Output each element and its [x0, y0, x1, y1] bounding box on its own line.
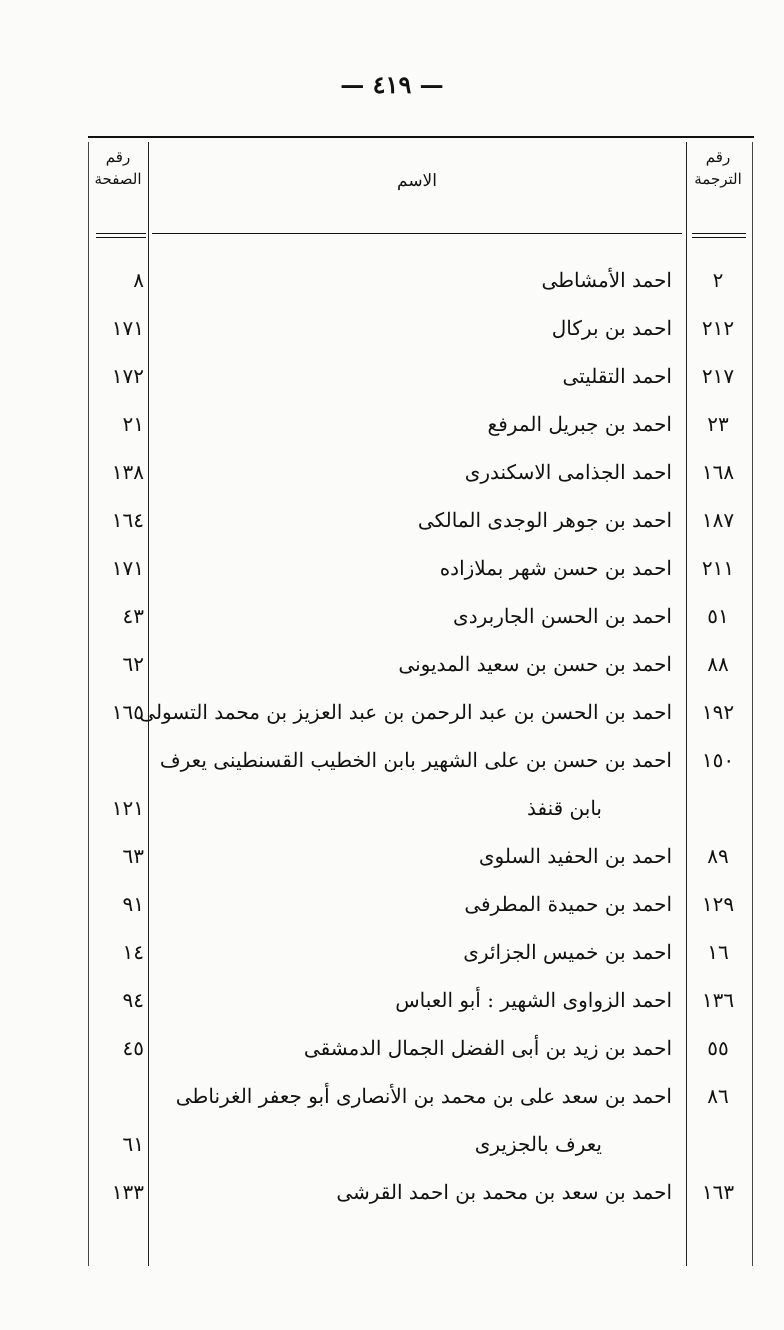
table-row — [88, 352, 754, 400]
entry-number: ١٦ — [707, 940, 729, 964]
entry-name: احمد الزواوى الشهير : أبو العباس — [395, 988, 672, 1012]
entry-page: ٢١ — [122, 412, 144, 436]
entry-name: احمد بن زيد بن أبى الفضل الجمال الدمشقى — [303, 1036, 672, 1060]
entry-page: ٩٤ — [122, 988, 144, 1012]
entry-name: احمد الأمشاطى — [541, 268, 672, 292]
entry-name-continuation: يعرف بالجزيرى — [474, 1132, 602, 1156]
table-row — [88, 256, 754, 304]
entry-number: ١٢٩ — [701, 892, 735, 916]
entry-number: ١٦٣ — [701, 1180, 735, 1204]
table-row — [88, 976, 754, 1024]
table-row — [88, 544, 754, 592]
entry-number: ٥٥ — [707, 1036, 729, 1060]
entry-page: ١٣٨ — [111, 460, 144, 484]
entry-number: ٢١٧ — [701, 364, 735, 388]
entry-page: ٦١ — [122, 1132, 144, 1156]
entry-page: ١٤ — [122, 940, 144, 964]
entry-page: ٦٣ — [122, 844, 144, 868]
entry-number: ٨٩ — [707, 844, 729, 868]
entry-number: ١٣٦ — [701, 988, 735, 1012]
table-row — [88, 880, 754, 928]
entry-number: ١٨٧ — [701, 508, 735, 532]
entry-number: ١٥٠ — [701, 748, 735, 772]
table-row — [88, 832, 754, 880]
entry-name: احمد بن حسن شهر بملازاده — [439, 556, 672, 580]
entry-number: ١٩٢ — [701, 700, 735, 724]
entry-page: ١٧٢ — [111, 364, 144, 388]
entry-page: ١٦٤ — [111, 508, 144, 532]
entry-name: احمد بن حميدة المطرفى — [464, 892, 672, 916]
entry-name-continuation: بابن قنفذ — [526, 796, 602, 820]
header-name-column: الاسم — [397, 171, 437, 191]
entry-number: ٢١٢ — [701, 316, 735, 340]
entry-page: ١٢١ — [111, 796, 144, 820]
entry-name: احمد بن سعد بن محمد بن احمد القرشى — [336, 1180, 672, 1204]
table-row — [88, 688, 754, 736]
entry-page: ٦٢ — [122, 652, 144, 676]
entry-name: احمد بن الحسن بن عبد الرحمن بن عبد العزيز بن محمد التسولى — [139, 700, 672, 724]
table-row — [88, 496, 754, 544]
table-row — [88, 1072, 754, 1168]
table-row — [88, 448, 754, 496]
table-row — [88, 736, 754, 832]
entry-page: ١٧١ — [111, 316, 144, 340]
entry-page: ١٦٥ — [111, 700, 144, 724]
header-rule-page — [96, 233, 146, 238]
entry-number: ٢ — [712, 268, 724, 292]
entry-name: احمد بن سعد على بن محمد بن الأنصارى أبو جعفر الغرناطى — [175, 1084, 672, 1108]
entry-name: احمد التقليتى — [562, 364, 672, 388]
table-row — [88, 928, 754, 976]
entry-number: ١٦٨ — [701, 460, 735, 484]
entry-name: احمد بن جبريل المرفع — [487, 412, 672, 436]
header-rule-name — [152, 233, 682, 237]
page-number: — ٤١٩ — — [340, 70, 444, 99]
entry-number: ٢١١ — [701, 556, 735, 580]
entry-page: ١٧١ — [111, 556, 144, 580]
header-rule-number — [692, 233, 746, 238]
entry-name: احمد بن الحسن الجاربردى — [453, 604, 672, 628]
entry-page: ٨ — [133, 268, 144, 292]
entry-name: احمد الجذامى الاسكندرى — [464, 460, 672, 484]
header-number-column: رقم الترجمة — [694, 148, 742, 188]
entry-page: ٤٥ — [122, 1036, 144, 1060]
table-row — [88, 592, 754, 640]
entry-number: ٨٦ — [707, 1084, 729, 1108]
entry-name: احمد بن بركال — [551, 316, 672, 340]
table-row — [88, 400, 754, 448]
table-row — [88, 304, 754, 352]
entry-number: ٨٨ — [707, 652, 729, 676]
entry-name: احمد بن الحفيد السلوى — [478, 844, 672, 868]
table-top-rule — [88, 136, 754, 138]
entry-page: ٩١ — [122, 892, 144, 916]
entry-number: ٢٣ — [707, 412, 729, 436]
entry-name: احمد بن جوهر الوجدى المالكى — [417, 508, 672, 532]
table-row — [88, 1024, 754, 1072]
entry-page: ١٣٣ — [111, 1180, 144, 1204]
table-row — [88, 1168, 754, 1216]
entry-name: احمد بن خميس الجزائرى — [463, 940, 672, 964]
entry-name: احمد بن حسن بن على الشهير بابن الخطيب القسنطينى يعرف — [159, 748, 672, 772]
header-page-column: رقم الصفحة — [94, 148, 142, 188]
table-row — [88, 640, 754, 688]
entry-page: ٤٣ — [122, 604, 144, 628]
entry-number: ٥١ — [707, 604, 729, 628]
entry-name: احمد بن حسن بن سعيد المديونى — [398, 652, 672, 676]
